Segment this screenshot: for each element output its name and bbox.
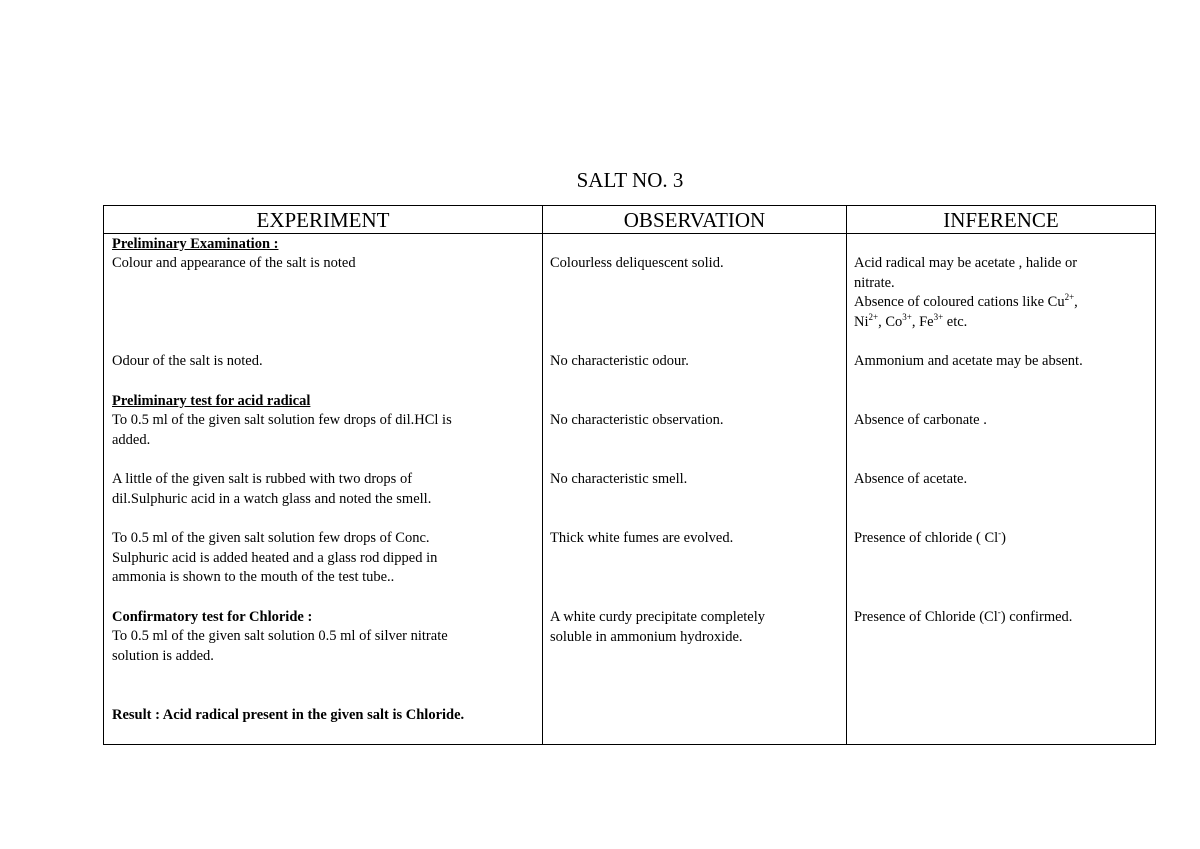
observation-colour: Colourless deliquescent solid.: [550, 255, 724, 271]
observation-rubbed: No characteristic smell.: [550, 471, 688, 487]
inference-rubbed: Absence of acetate.: [854, 471, 968, 487]
inference-dil-hcl: Absence of carbonate .: [854, 412, 987, 428]
header-divider: [104, 233, 1155, 234]
section-heading-acid-radical: Preliminary test for acid radical: [112, 393, 311, 409]
experiment-odour: Odour of the salt is noted.: [112, 353, 263, 369]
inference-confirm: Presence of Chloride (Cl-) confirmed.: [854, 607, 1073, 625]
observation-odour: No characteristic odour.: [550, 353, 689, 369]
section-heading-confirmatory: Confirmatory test for Chloride :: [112, 609, 313, 625]
header-inference: INFERENCE: [943, 208, 1059, 232]
experiment-confirm: To 0.5 ml of the given salt solution 0.5 ml of silver nitrate solution is added.: [112, 628, 448, 664]
page-title: SALT NO. 3: [576, 168, 684, 192]
column-divider: [846, 206, 847, 744]
column-divider: [542, 206, 543, 744]
salt-analysis-table: [103, 205, 1156, 745]
observation-confirm: A white curdy precipitate completely soluble in ammonium hydroxide.: [550, 609, 766, 645]
experiment-dil-hcl: To 0.5 ml of the given salt solution few drops of dil.HCl is added.: [112, 412, 452, 448]
inference-conc: Presence of chloride ( Cl-): [854, 528, 1006, 546]
inference-odour: Ammonium and acetate may be absent.: [854, 353, 1083, 369]
section-heading-preliminary: Preliminary Examination :: [112, 236, 279, 252]
inference-colour: Acid radical may be acetate , halide or nitrate. Absence of coloured cations like $Cu^{2+}$, $Ni^{2+}$, $Co^{3+}$, $Fe^{3+}$ etc.: [854, 255, 1078, 330]
observation-dil-hcl: No characteristic observation.: [550, 412, 724, 428]
header-experiment: EXPERIMENT: [256, 208, 390, 232]
header-observation: OBSERVATION: [623, 208, 766, 232]
experiment-colour: Colour and appearance of the salt is noted: [112, 255, 356, 271]
experiment-rubbed: A little of the given salt is rubbed with two drops of dil.Sulphuric acid in a watch glass and noted the smell.: [112, 471, 432, 507]
observation-conc: Thick white fumes are evolved.: [550, 530, 734, 546]
result-text: Result : Acid radical present in the given salt is Chloride.: [112, 707, 465, 723]
experiment-conc: To 0.5 ml of the given salt solution few drops of Conc. Sulphuric acid is added heated and a glass rod dipped in ammonia is shown to the mouth of the test tube..: [112, 530, 438, 585]
